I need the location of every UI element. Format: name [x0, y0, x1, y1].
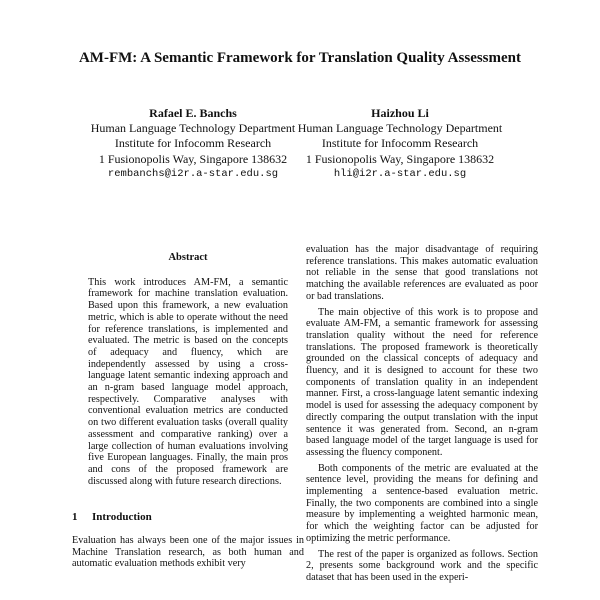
author-institute: Institute for Infocomm Research: [321, 136, 479, 151]
author-address: 1 Fusionopolis Way, Singapore 138632: [305, 151, 495, 166]
right-column: [306, 244, 538, 584]
author-name: Haizhou Li: [371, 106, 429, 120]
section-heading-introduction: [72, 512, 304, 524]
section-title: Introduction: [92, 511, 152, 524]
body-paragraph: The main objective of this work is to propose and evaluate AM-FM, a semantic framework for assessing translation quality without the need for reference translations. The proposed framework is theoretically grounded on the classical concepts of adequacy and fluency, and it is designed to account for these two components of translation quality in an independent manner. First, a cross-language latent semantic indexing model is used for assessing the adequacy component by directly comparing the output translation with the input sentence it was generated from. Second, an n-gram based language model of the target language is used for assessing the fluency component.: [306, 306, 538, 458]
introduction-text: Evaluation has always been one of the major issues in Machine Translation research, as both human and automatic evaluation methods exhibit very: [72, 535, 304, 570]
paper-title: AM-FM: A Semantic Framework for Translation Quality Assessment: [78, 50, 522, 66]
author-affiliation: Human Language Technology Department: [90, 121, 296, 136]
abstract-text: This work introduces AM-FM, a semantic framework for machine translation evaluation. Based upon this framework, a new evaluation metric, which is able to operate without the need for reference translations, is implemented and evaluated. The metric is based on the concepts of adequacy and fluency, which are independently assessed by using a cross-language latent semantic indexing approach and an n-gram based language model approach, respectively. Comparative analyses with conventional evaluation metrics are conducted on two different evaluation tasks (overall quality assessment and comparative ranking) over a large collection of human evaluations involving five European languages. Finally, the main pros and cons of the proposed framework are discussed along with future research directions.: [88, 276, 288, 487]
author-block-2: [280, 106, 520, 182]
body-paragraph: The rest of the paper is organized as follows. Section 2, presents some background work and the specific dataset that has been used in the experi-: [306, 548, 538, 583]
section-number: 1: [72, 511, 78, 524]
body-paragraph: Both components of the metric are evaluated at the sentence level, providing the means for defining and implementing a sentence-based evaluation metric. Finally, the two components are combined into a single measure by implementing a weighted harmonic mean, for which the weighting factor can be adjusted for optimizing the metric performance.: [306, 462, 538, 544]
body-paragraph: evaluation has the major disadvantage of requiring reference translations. This makes automatic evaluation not reliable in the sense that good translations not matching the available references are evaluated as poor or bad translations.: [306, 244, 538, 302]
author-email[interactable]: rembanchs@i2r.a-star.edu.sg: [107, 167, 279, 180]
abstract-heading: Abstract: [168, 252, 208, 263]
author-affiliation: Human Language Technology Department: [297, 121, 503, 136]
author-email[interactable]: hli@i2r.a-star.edu.sg: [333, 167, 467, 180]
left-column: [72, 252, 304, 570]
author-block-1: [73, 106, 313, 182]
author-name: Rafael E. Banchs: [149, 106, 237, 120]
author-institute: Institute for Infocomm Research: [114, 136, 272, 151]
author-address: 1 Fusionopolis Way, Singapore 138632: [98, 151, 288, 166]
